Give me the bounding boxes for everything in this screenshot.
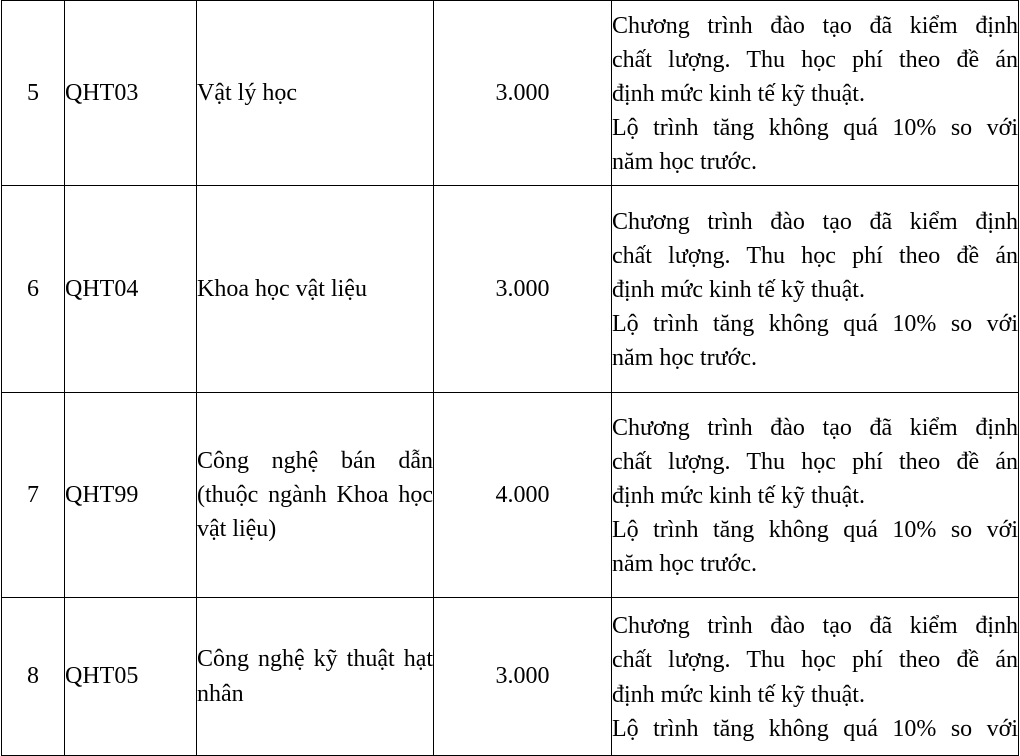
table-row bbox=[2, 393, 1019, 598]
row-major-code: QHT03 bbox=[65, 1, 197, 186]
note-line: chất lượng. Thu học phí theo đề án bbox=[612, 46, 1018, 73]
row-index: 5 bbox=[2, 1, 65, 186]
row-major-code: QHT05 bbox=[65, 598, 197, 756]
note-line: Chương trình đào tạo đã kiểm định bbox=[612, 613, 1018, 640]
note-line: năm học trước. bbox=[612, 149, 757, 176]
row-note bbox=[612, 1, 1019, 186]
note-line: định mức kinh tế kỹ thuật. bbox=[612, 681, 865, 708]
row-major-code: QHT04 bbox=[65, 186, 197, 393]
note-line: định mức kinh tế kỹ thuật. bbox=[612, 80, 865, 107]
note-line: định mức kinh tế kỹ thuật. bbox=[612, 482, 865, 509]
note-line: Chương trình đào tạo đã kiểm định bbox=[612, 414, 1018, 441]
row-major-code: QHT99 bbox=[65, 393, 197, 598]
note-line: năm học trước. bbox=[612, 551, 757, 578]
row-major-name bbox=[197, 598, 434, 756]
row-tuition-fee: 3.000 bbox=[434, 186, 612, 393]
major-name-line: học vật liệu) bbox=[197, 481, 433, 543]
row-note bbox=[612, 186, 1019, 393]
note-line: Chương trình đào tạo đã kiểm định bbox=[612, 12, 1018, 39]
table-row bbox=[2, 598, 1019, 756]
row-index: 8 bbox=[2, 598, 65, 756]
note-line: Lộ trình tăng không quá 10% so với bbox=[612, 311, 1018, 338]
row-tuition-fee: 3.000 bbox=[434, 598, 612, 756]
note-line: chất lượng. Thu học phí theo đề án bbox=[612, 448, 1018, 475]
note-line: chất lượng. Thu học phí theo đề án bbox=[612, 242, 1018, 269]
note-line: định mức kinh tế kỹ thuật. bbox=[612, 276, 865, 303]
row-major-name: Vật lý học bbox=[197, 1, 434, 186]
note-line: Lộ trình tăng không quá 10% so với bbox=[612, 715, 1018, 742]
major-name-line: (thuộc ngành Khoa bbox=[197, 481, 389, 508]
table-row bbox=[2, 186, 1019, 393]
row-major-name: Khoa học vật liệu bbox=[197, 186, 434, 393]
note-line: chất lượng. Thu học phí theo đề án bbox=[612, 647, 1018, 674]
row-tuition-fee: 3.000 bbox=[434, 1, 612, 186]
row-note bbox=[612, 598, 1019, 756]
row-index: 6 bbox=[2, 186, 65, 393]
table-row bbox=[2, 1, 1019, 186]
row-note bbox=[612, 393, 1019, 598]
row-tuition-fee: 4.000 bbox=[434, 393, 612, 598]
tuition-fee-table bbox=[1, 0, 1019, 756]
note-line: năm học trước. bbox=[612, 345, 757, 372]
note-line: Lộ trình tăng không quá 10% so với bbox=[612, 115, 1018, 142]
row-major-name bbox=[197, 393, 434, 598]
major-name-line: Công nghệ kỹ thuật bbox=[197, 646, 395, 673]
note-line: Chương trình đào tạo đã kiểm định bbox=[612, 208, 1018, 235]
major-name-line: Công nghệ bán dẫn bbox=[197, 447, 433, 474]
row-index: 7 bbox=[2, 393, 65, 598]
note-line: Lộ trình tăng không quá 10% so với bbox=[612, 517, 1018, 544]
major-name-line: hạt nhân bbox=[197, 646, 434, 707]
